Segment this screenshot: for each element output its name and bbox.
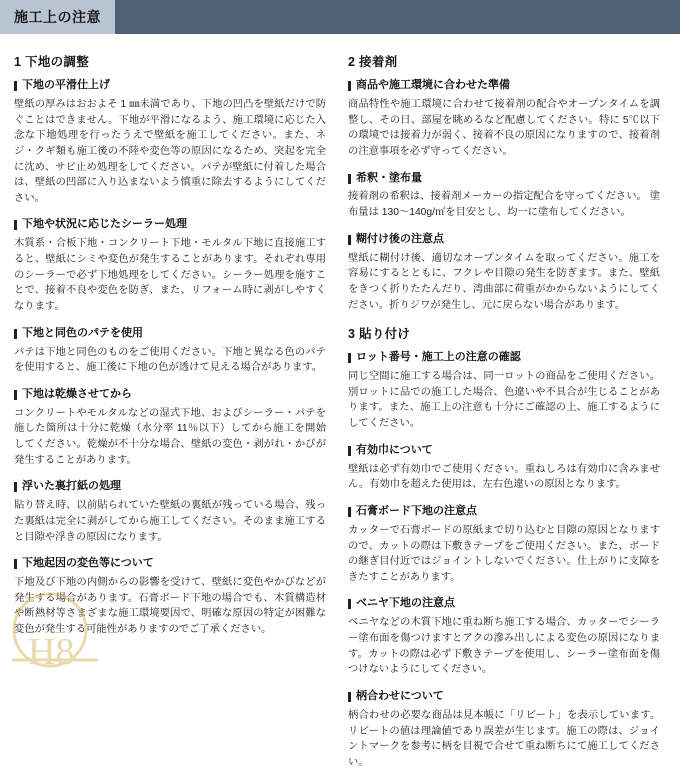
subsection-heading-label: 有効巾について	[356, 443, 433, 456]
subsection-heading-label: 下地や状況に応じたシーラー処理	[22, 218, 187, 231]
subsection-heading	[14, 217, 326, 233]
subsection-body: 下地及び下地の内側からの影響を受けて、壁紙に変色やかびなどが発生する場合があります。石膏ボード下地の場合でも、木質構造材や断熱材等さまざまな施工環境要因で、明確な原因の特定が困難な変色が発生する可能性がありますのでご了承ください。	[14, 577, 326, 635]
subsection-body: 商品特性や施工環境に合わせて接着剤の配合やオープンタイムを調整し、その日、部屋を眺めるなど配慮してください。特に 5℃以下の環境では接着力が弱く、接着不良の原因になりますので、接着剤の注意事項を必ず守ってください。	[348, 98, 660, 157]
subsection-heading	[348, 596, 660, 612]
subsection-heading-label: 下地の平滑仕上げ	[22, 79, 110, 91]
subsection-body: 接着剤の希釈は、接着剤メーカーの指定配合を守ってください。 塗布量は 130～140g/㎡を目安とし、均一に塗布してください。	[348, 191, 660, 219]
page-header	[0, 0, 680, 34]
subsection-heading-label: 希釈・塗布量	[356, 171, 422, 184]
bullet-marker-icon	[348, 446, 351, 456]
subsection-heading	[348, 78, 660, 94]
subsection-body: 壁紙の厚みはおおよそ 1 ㎜未満であり、下地の凹凸を壁紙だけで防ぐことはできません。下地が平滑になるよう、施工環境に応じた入念な下地処理を行ったうえで壁紙を施工してください。また、ネジ・クギ類も施工後の不陸や変色等の原因になるため、突起を完全に沈め、サビ止め処理をしてください。パテが壁紙に付着した場合は、壁紙の凹部に入り込まないよう慎重に除去するようにしてください。	[14, 98, 326, 204]
subsection-heading	[348, 171, 660, 187]
logo-watermark-icon	[6, 590, 102, 676]
subsection-heading-label: ロット番号・施工上の注意の確認	[356, 351, 521, 364]
content-block	[14, 78, 326, 206]
subsection-heading-label: 柄合わせについて	[356, 689, 444, 702]
subsection-heading-label: 糊付け後の注意点	[356, 232, 444, 245]
subsection-body: カッターで石膏ボードの原紙まで切り込むと目隙の原因となりますので、カットの際は下敷きテープをご使用ください。また、ボードの継ぎ目付近ではジョイントしないでください。仕上がりに支障をきたすことがあります。	[348, 524, 660, 583]
subsection-body: コンクリートやモルタルなどの湿式下地、およびシーラー・パテを施した箇所は十分に乾燥（水分率 11％以下）してから施工を開始してください。乾燥が不十分な場合、壁紙の変色・剥がれ・かびが発生することがあります。	[14, 407, 326, 466]
content-block	[348, 596, 660, 678]
subsection-body: 同じ空間に施工する場合は、同一ロットの商品をご使用ください。別ロットに品での施工した場合、色違いや不具合が生じることがあります。また、施工上の注意も十分にご確認の上、施工するようにしてください。	[348, 371, 660, 430]
content-block	[348, 78, 660, 160]
subsection-body: ベニヤなどの木質下地に重ね断ち施工する場合、カッターでシーラー塗布面を傷つけますとアクの滲み出しによる変色の原因になります。カットの際は必ず下敷きテープを使用し、シーラー塗布面を傷つけないようにしてください。	[348, 617, 660, 676]
content-block	[348, 689, 660, 771]
page-title: 施工上の注意	[0, 0, 115, 34]
bullet-marker-icon	[348, 507, 351, 517]
subsection-heading-label: 下地起因の変色等について	[22, 557, 154, 570]
bullet-marker-icon	[348, 692, 351, 702]
subsection-heading-label: 商品や施工環境に合わせた準備	[356, 79, 510, 91]
right-column	[348, 48, 660, 781]
subsection-body: 木質系・合板下地・コンクリート下地・モルタル下地に直接施工すると、壁紙にシミや変色が発生することがあります。それぞれ専用のシーラーで必ず下地処理をしてください。シーラー処理を施すことで、接着不良や変色を防ぎ、また、リフォーム時に剥がしやすくなります。	[14, 238, 326, 312]
subsection-heading-label: ベニヤ下地の注意点	[356, 597, 455, 610]
subsection-heading	[348, 689, 660, 705]
bullet-marker-icon	[14, 220, 17, 230]
content-block	[348, 443, 660, 493]
content-block	[348, 350, 660, 432]
subsection-heading	[14, 479, 326, 495]
subsection-heading-label: 浮いた裏打紙の処理	[22, 480, 121, 493]
content-columns	[0, 34, 680, 781]
subsection-heading	[348, 350, 660, 366]
subsection-body: 壁紙に糊付け後、適切なオープンタイムを取ってください。施工を容易にするとともに、フクレや目隙の発生を防ぎます。また、壁紙をきつく折りたたんだり、湾曲部に荷重がかからないようにしてください。折りジワが発生し、元に戻らない場合があります。	[348, 252, 660, 311]
bullet-marker-icon	[348, 81, 351, 91]
bullet-marker-icon	[348, 235, 351, 245]
subsection-heading	[14, 78, 326, 94]
subsection-heading	[14, 556, 326, 572]
logo-watermark-text: H8	[28, 631, 75, 673]
subsection-heading	[348, 504, 660, 520]
subsection-body: 柄合わせの必要な商品は見本帳に「リピート」を表示しています。リピートの値は理論値であり誤差が生じます。施工の際は、ジョイントマークを参考に柄を目視で合せて重ね断ちにて施工してください。	[348, 709, 660, 768]
content-block	[348, 232, 660, 314]
subsection-heading	[14, 387, 326, 403]
content-block	[348, 171, 660, 221]
bullet-marker-icon	[14, 482, 17, 492]
subsection-heading-label: 下地と同色のパテを使用	[22, 326, 143, 339]
subsection-heading	[14, 326, 326, 342]
bullet-marker-icon	[14, 329, 17, 339]
subsection-heading	[348, 443, 660, 459]
bullet-marker-icon	[348, 353, 351, 363]
subsection-heading-label: 下地は乾燥させてから	[22, 387, 132, 400]
content-block	[14, 479, 326, 545]
header-accent-bar	[115, 0, 680, 34]
subsection-body: 貼り替え時、以前貼られていた壁紙の裏紙が残っている場合、残った裏紙は完全に剥がしてから施工してください。そのまま施工すると目隙や浮きの原因になります。	[14, 500, 326, 543]
bullet-marker-icon	[348, 599, 351, 609]
content-block	[14, 326, 326, 376]
subsection-body: 壁紙は必ず有効巾でご使用ください。重ねしろは有効巾に含みません。有効巾を超えた使用は、左右色違いの原因となります。	[348, 463, 660, 491]
content-block	[14, 217, 326, 314]
subsection-heading	[348, 232, 660, 248]
bullet-marker-icon	[14, 390, 17, 400]
section-title-3: 3 貼り付け	[348, 327, 411, 342]
bullet-marker-icon	[14, 81, 17, 91]
bullet-marker-icon	[348, 174, 351, 184]
subsection-heading-label: 石膏ボード下地の注意点	[356, 504, 477, 517]
subsection-body: パテは下地と同色のものをご使用ください。下地と異なる色のパテを使用すると、施工後に下地の色が透けて見える場合があります。	[14, 346, 326, 374]
content-block	[348, 504, 660, 586]
section-title-2: 2 接着剤	[348, 55, 398, 69]
section-title-1: 1 下地の調整	[14, 55, 90, 69]
content-block	[14, 387, 326, 469]
bullet-marker-icon	[14, 559, 17, 569]
